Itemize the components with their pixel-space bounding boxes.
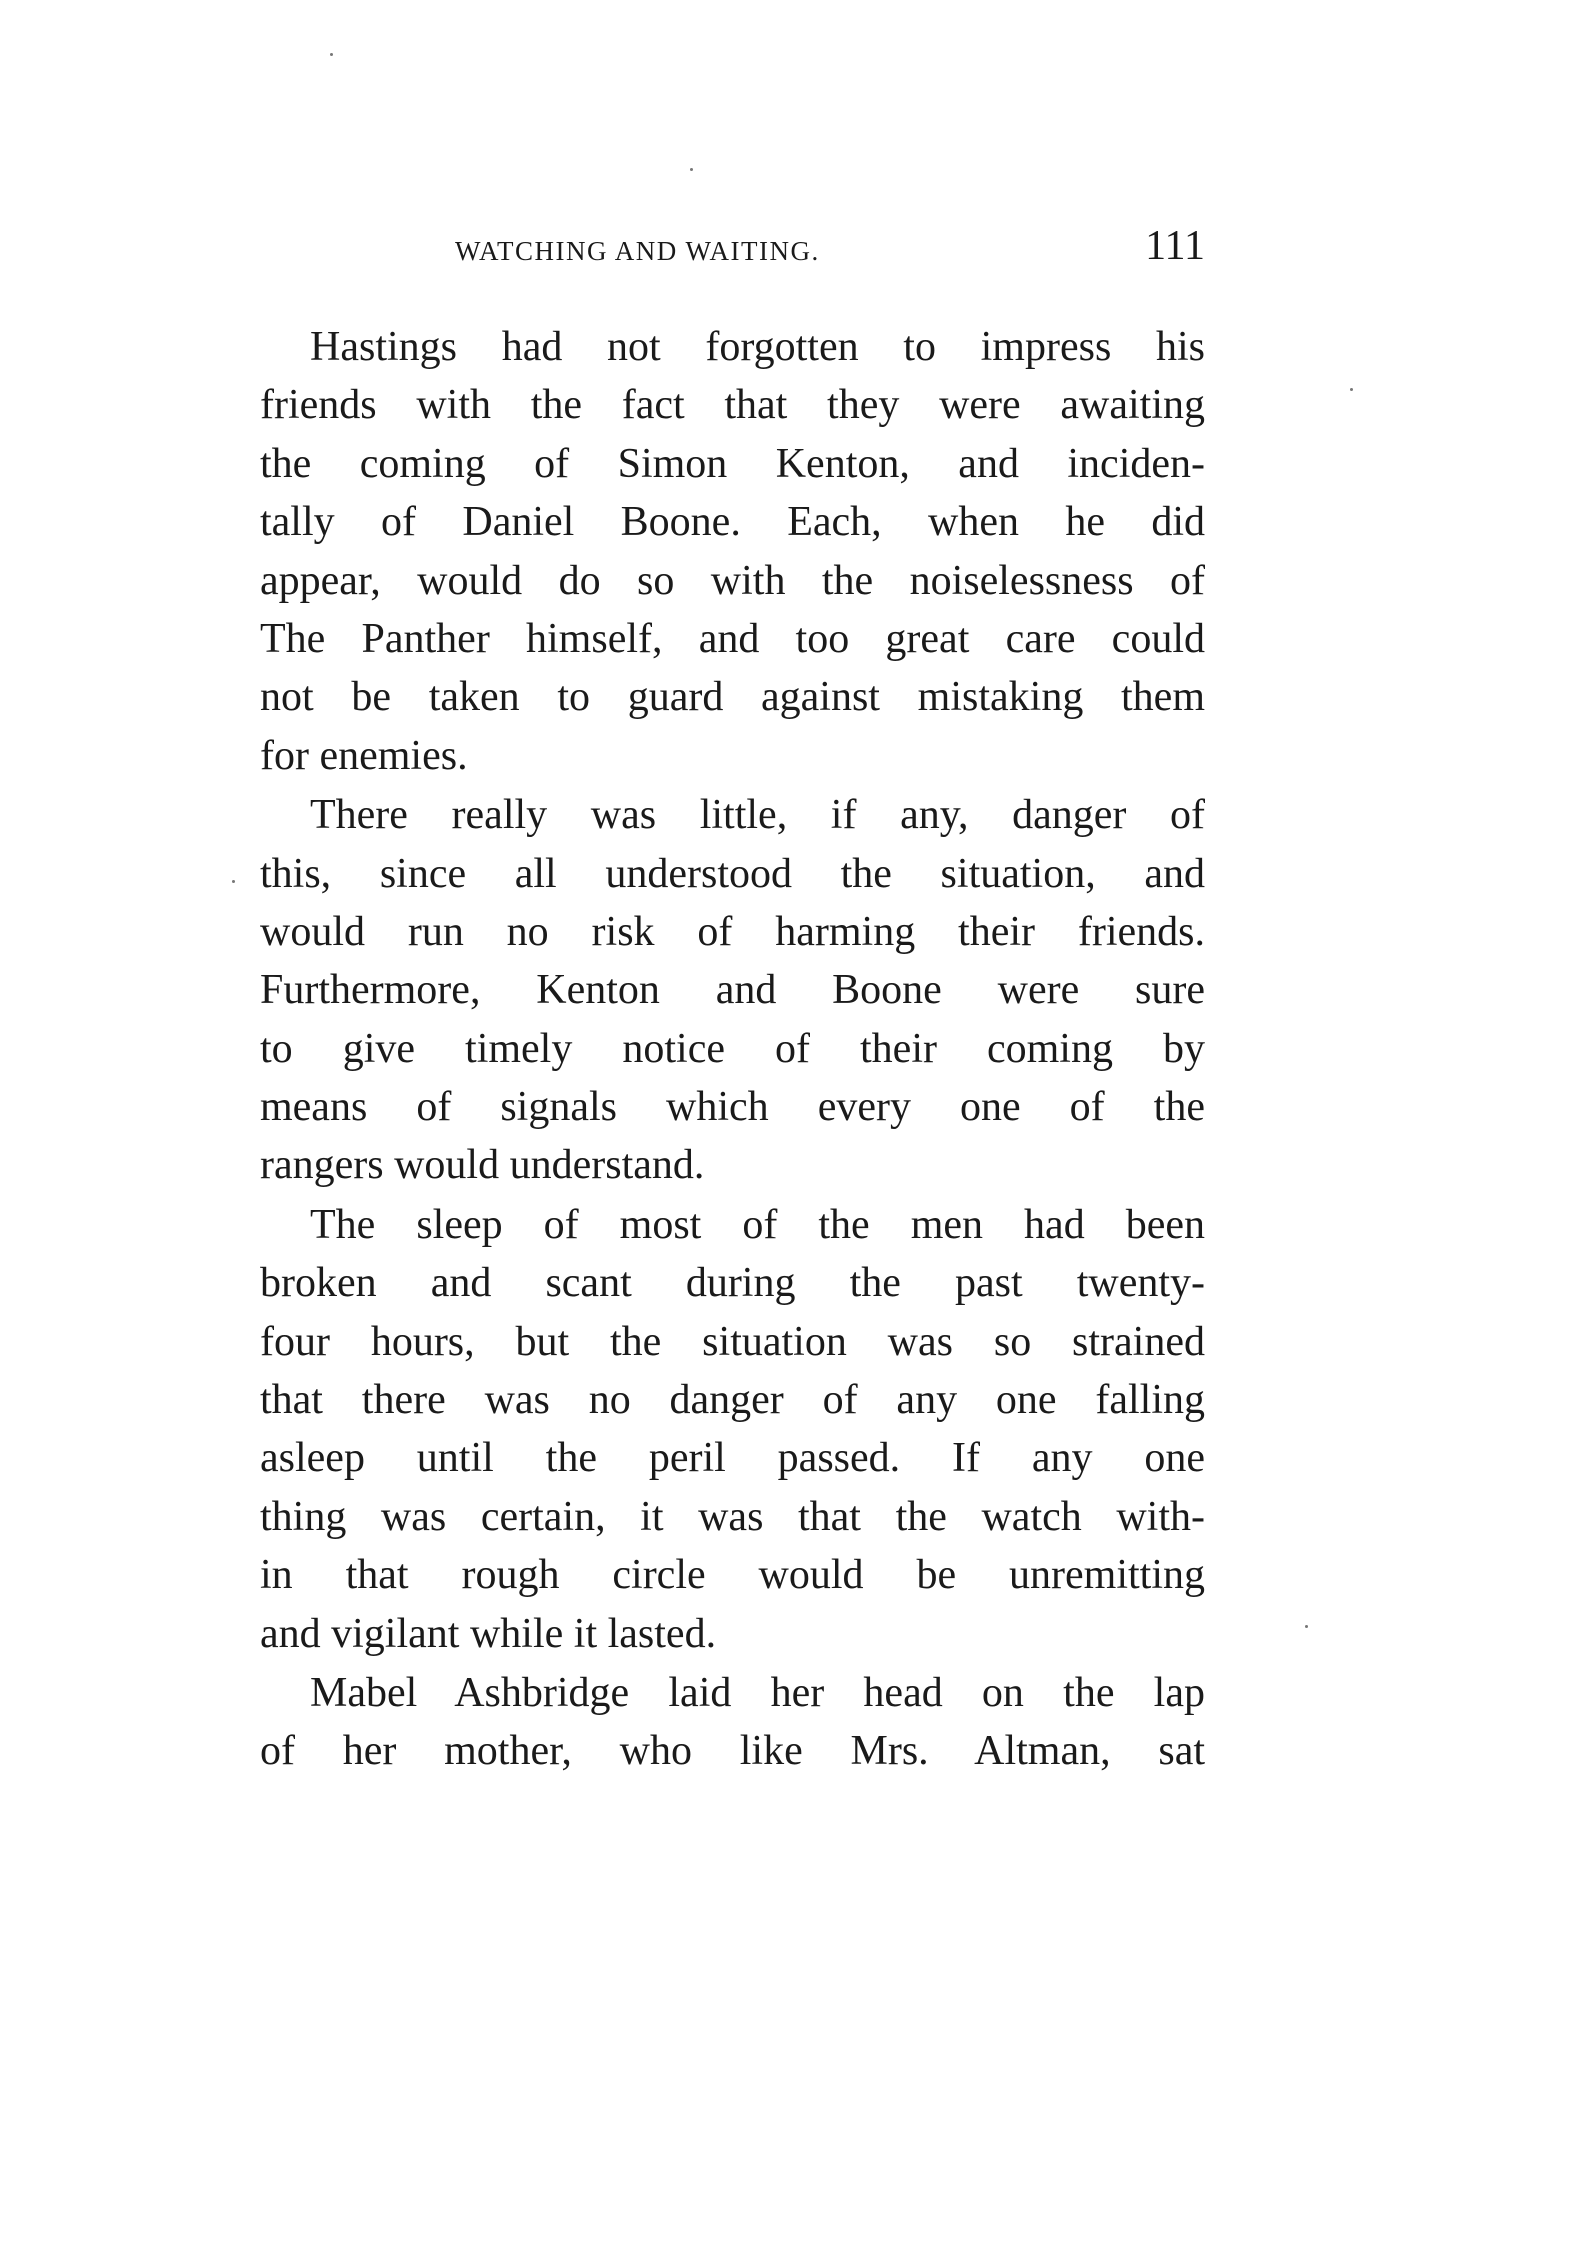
text-line: four hours, but the situation was so strained xyxy=(260,1318,1205,1365)
text-line: asleep until the peril passed. If any one xyxy=(260,1435,1205,1482)
text-line: would run no risk of harming their friends. xyxy=(260,908,1205,955)
paragraph xyxy=(260,786,1205,1195)
running-title: WATCHING AND WAITING. xyxy=(455,236,820,266)
text-line: friends with the fact that they were awaiting xyxy=(260,382,1205,429)
text-line: The Panther himself, and too great care could xyxy=(260,615,1205,662)
body-text xyxy=(260,318,1205,1782)
text-line: tally of Daniel Boone. Each, when he did xyxy=(260,499,1205,546)
running-head xyxy=(260,222,1205,282)
text-line: broken and scant during the past twenty- xyxy=(260,1260,1205,1307)
text-line: rangers would understand. xyxy=(260,1142,705,1189)
page-number: 111 xyxy=(1145,223,1205,269)
text-line: appear, would do so with the noiselessness of xyxy=(260,557,1205,604)
text-line: the coming of Simon Kenton, and inciden- xyxy=(260,440,1205,487)
paper-speck xyxy=(1350,388,1353,391)
text-line: There really was little, if any, danger of xyxy=(310,792,1205,839)
text-line: that there was no danger of any one falling xyxy=(260,1377,1205,1424)
text-line: thing was certain, it was that the watch with- xyxy=(260,1493,1205,1540)
text-line: Furthermore, Kenton and Boone were sure xyxy=(260,967,1205,1014)
text-line: this, since all understood the situation, and xyxy=(260,850,1205,897)
paragraph xyxy=(260,1196,1205,1663)
text-line: Hastings had not forgotten to impress his xyxy=(310,324,1205,370)
paragraph xyxy=(260,1664,1205,1781)
text-line: The sleep of most of the men had been xyxy=(310,1201,1205,1248)
text-line: Mabel Ashbridge laid her head on the lap xyxy=(310,1669,1205,1716)
text-line: in that rough circle would be unremitting xyxy=(260,1552,1205,1599)
text-line: and vigilant while it lasted. xyxy=(260,1610,717,1657)
paper-speck xyxy=(330,53,333,56)
paper-speck xyxy=(690,168,693,171)
text-line: of her mother, who like Mrs. Altman, sat xyxy=(260,1728,1205,1775)
text-line: for enemies. xyxy=(260,732,468,779)
text-line: to give timely notice of their coming by xyxy=(260,1025,1205,1072)
paper-speck xyxy=(232,880,235,883)
paper-speck xyxy=(1305,1625,1308,1628)
text-line: means of signals which every one of the xyxy=(260,1084,1205,1131)
paragraph xyxy=(260,318,1205,785)
text-line: not be taken to guard against mistaking them xyxy=(260,674,1205,721)
